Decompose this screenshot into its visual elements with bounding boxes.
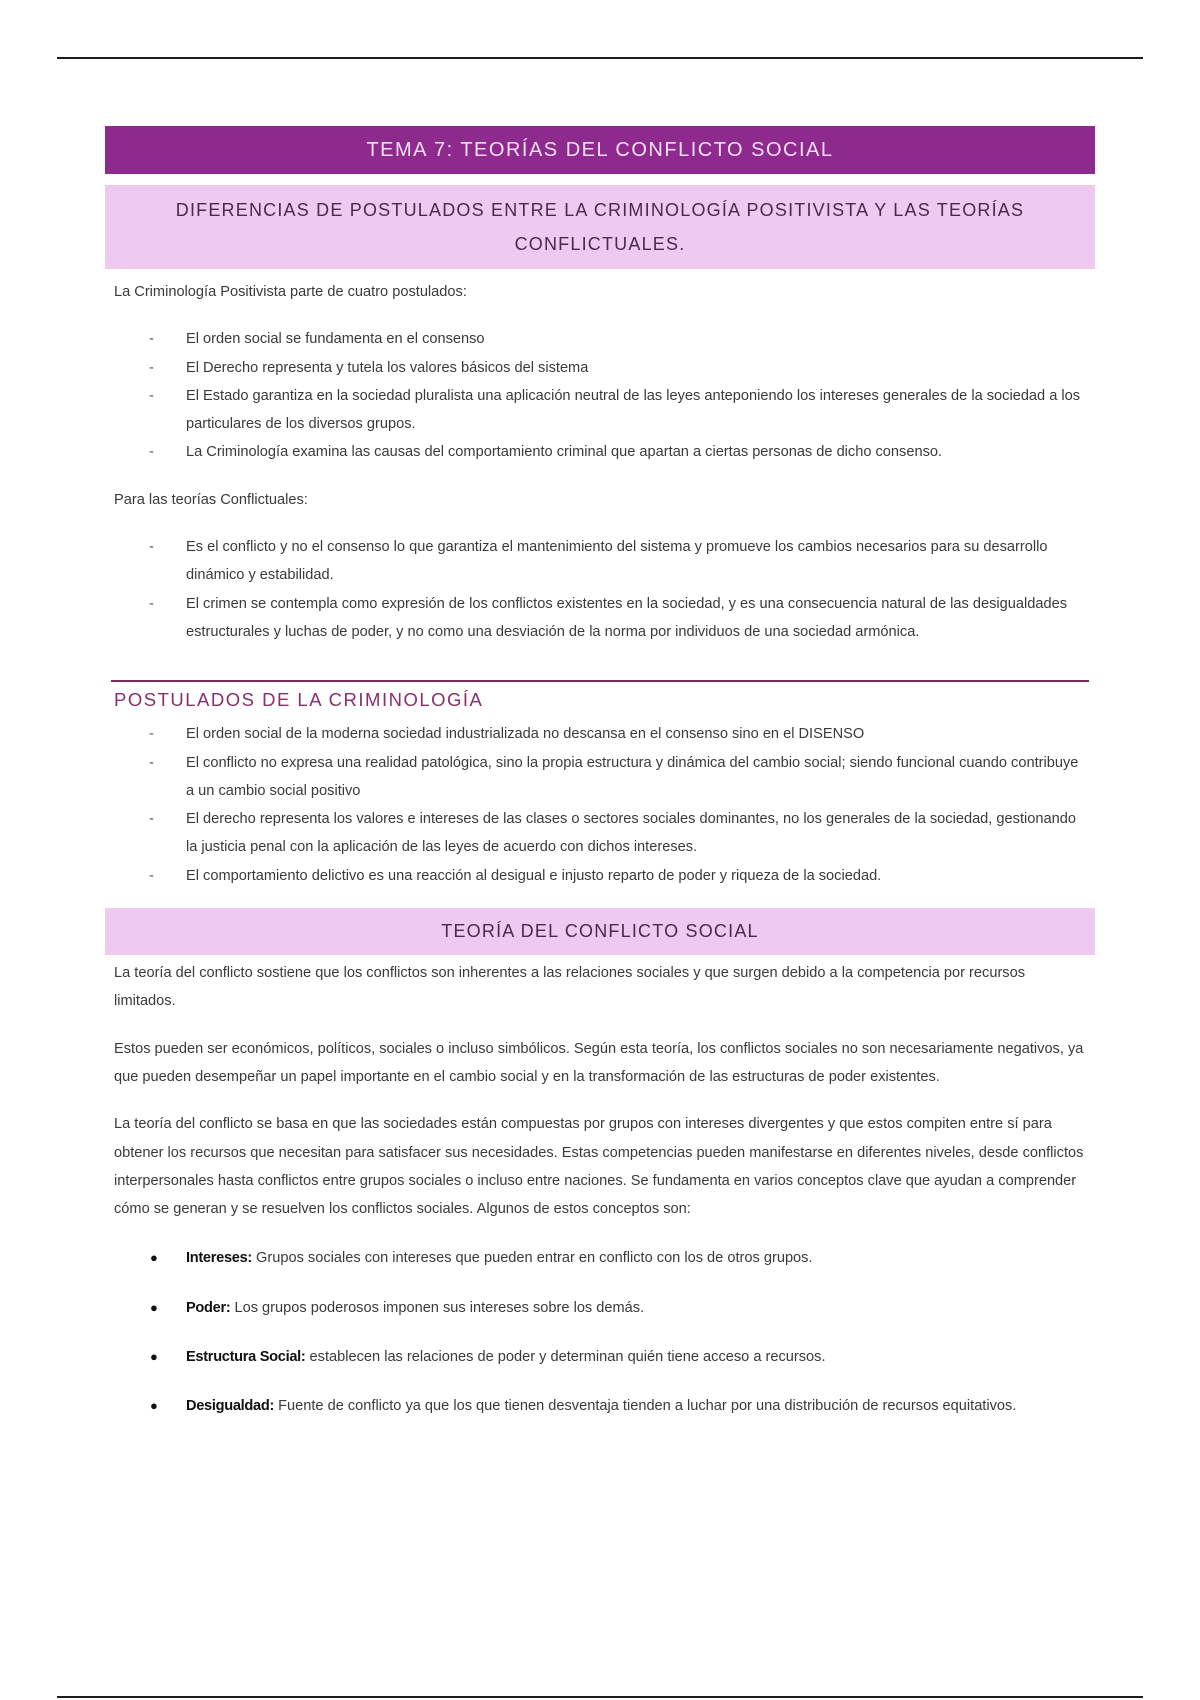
list-item: ● Desigualdad: Fuente de conflicto ya que los que tienen desventaja tienden a luchar por una distribución de recursos equitativos. <box>105 1392 1095 1420</box>
key-concepts-list <box>105 1244 1095 1420</box>
list-item: - El orden social se fundamenta en el consenso <box>105 325 1095 353</box>
page-title: TEMA 7: TEORÍAS DEL CONFLICTO SOCIAL <box>105 126 1095 174</box>
bullet-icon: ● <box>150 1349 158 1365</box>
dash-marker: - <box>149 754 154 771</box>
paragraph: Estos pueden ser económicos, políticos, sociales o incluso simbólicos. Según esta teoría, los conflictos sociales no son necesariamente negativos, ya que pueden desempeñar un papel importante en el cambio social y en la transformación de las estructuras de poder existentes. <box>114 1040 1084 1085</box>
conflict-intro: Para las teorías Conflictuales: <box>114 491 308 508</box>
list-item: ● Intereses: Grupos sociales con intereses que pueden entrar en conflicto con los de otros grupos. <box>105 1244 1095 1272</box>
concept-term: Intereses: <box>186 1250 252 1267</box>
bottom-rule <box>57 1696 1143 1698</box>
dash-marker: - <box>149 867 154 884</box>
concept-term: Desigualdad: <box>186 1398 275 1415</box>
concept-term: Poder: <box>186 1299 231 1316</box>
dash-marker: - <box>149 539 154 556</box>
criminology-postulates-list <box>105 720 1095 890</box>
list-item: - El orden social de la moderna sociedad industrializada no descansa en el consenso sino en el DISENSO <box>105 720 1095 748</box>
list-item: - Es el conflicto y no el consenso lo que garantiza el mantenimiento del sistema y promueve los cambios necesarios para su desarrollo dinámico y estabilidad. <box>105 533 1095 590</box>
paragraph: La teoría del conflicto se basa en que las sociedades están compuestas por grupos con intereses divergentes y que estos compiten entre sí para obtener los recursos que necesitan para satisfacer sus necesidades. Estas competencias pueden manifestarse en diferentes niveles, desde conflictos interpersonales hasta conflictos entre grupos sociales o incluso entre naciones. Se fundamenta en varios conceptos clave que ayudan a comprender cómo se generan y se resuelven los conflictos sociales. Algunos de estos conceptos son: <box>114 1116 1084 1218</box>
top-rule <box>57 57 1143 59</box>
bullet-icon: ● <box>150 1299 158 1315</box>
dash-marker: - <box>149 444 154 461</box>
dash-marker: - <box>149 726 154 743</box>
list-item: - El conflicto no expresa una realidad patológica, sino la propia estructura y dinámica del cambio social; siendo funcional cuando contribuye a un cambio social positivo <box>105 749 1095 806</box>
section-heading-postulates: POSTULADOS DE LA CRIMINOLOGÍA <box>114 689 484 711</box>
conflict-theories-list <box>105 533 1095 646</box>
dash-marker: - <box>149 359 154 376</box>
bullet-icon: ● <box>150 1250 158 1266</box>
section-heading-differences: DIFERENCIAS DE POSTULADOS ENTRE LA CRIMINOLOGÍA POSITIVISTA Y LAS TEORÍAS CONFLICTUALES. <box>105 185 1095 269</box>
list-item: - El Estado garantiza en la sociedad pluralista una aplicación neutral de las leyes anteponiendo los intereses generales de la sociedad a los particulares de los diversos grupos. <box>105 382 1095 439</box>
positivist-postulates-list <box>105 325 1095 466</box>
positivist-intro: La Criminología Positivista parte de cuatro postulados: <box>114 284 467 300</box>
list-item: - El comportamiento delictivo es una reacción al desigual e injusto reparto de poder y riqueza de la sociedad. <box>105 862 1095 890</box>
section-heading-conflict-theory: TEORÍA DEL CONFLICTO SOCIAL <box>105 908 1095 955</box>
dash-marker: - <box>149 331 154 348</box>
dash-marker: - <box>149 811 154 828</box>
list-item: ● Estructura Social: establecen las relaciones de poder y determinan quién tiene acceso a recursos. <box>105 1343 1095 1371</box>
dash-marker: - <box>149 595 154 612</box>
list-item: - La Criminología examina las causas del comportamiento criminal que apartan a ciertas personas de dicho consenso. <box>105 438 1095 466</box>
concept-term: Estructura Social: <box>186 1349 306 1366</box>
list-item: - El crimen se contempla como expresión de los conflictos existentes en la sociedad, y es una consecuencia natural de las desigualdades estructurales y luchas de poder, y no como una desviación de la norma por individuos de una sociedad armónica. <box>105 590 1095 647</box>
dash-marker: - <box>149 387 154 404</box>
list-item: - El derecho representa los valores e intereses de las clases o sectores sociales dominantes, no los generales de la sociedad, gestionando la justicia penal con la aplicación de las leyes de acuerdo con dichos intereses. <box>105 805 1095 862</box>
document-body <box>105 126 1095 1442</box>
bullet-icon: ● <box>150 1398 158 1414</box>
list-item: - El Derecho representa y tutela los valores básicos del sistema <box>105 354 1095 382</box>
list-item: ● Poder: Los grupos poderosos imponen sus intereses sobre los demás. <box>105 1294 1095 1322</box>
paragraph: La teoría del conflicto sostiene que los conflictos son inherentes a las relaciones sociales y que surgen debido a la competencia por recursos limitados. <box>114 965 1026 1010</box>
